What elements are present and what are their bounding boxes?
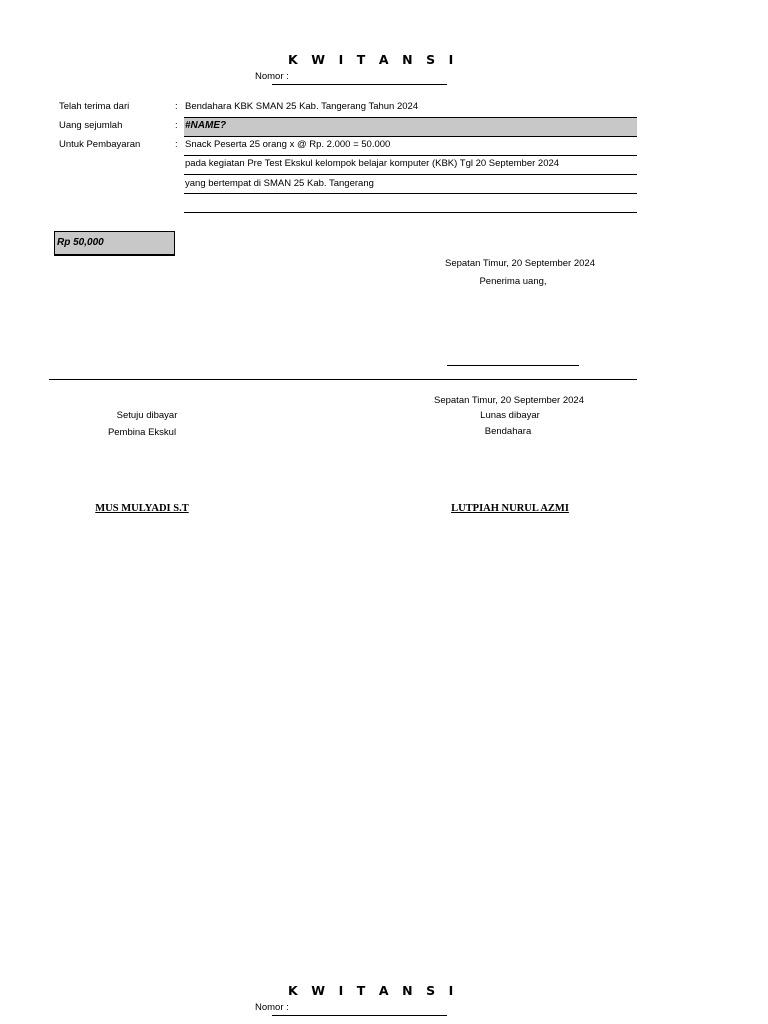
next-nomor-label: Nomor : [255, 1002, 289, 1013]
paid-label: Lunas dibayar [480, 410, 540, 421]
section-divider [49, 379, 637, 380]
amount-bottom-line [184, 136, 637, 137]
total-amount: Rp 50,000 [57, 237, 104, 248]
receipt-place-date: Sepatan Timur, 20 September 2024 [445, 258, 595, 269]
approval-place-date: Sepatan Timur, 20 September 2024 [434, 395, 584, 406]
purpose-line-2-rule [184, 174, 637, 175]
total-amount-box [54, 231, 175, 256]
amount-value: #NAME? [185, 120, 227, 131]
treasurer-title: Bendahara [484, 426, 532, 437]
receiver-signature-line [447, 365, 579, 366]
purpose-blank-rule [184, 212, 637, 213]
purpose-line-2: pada kegiatan Pre Test Ekskul kelompok belajar komputer (KBK) Tgl 20 September 2024 [185, 158, 560, 169]
treasurer-signer-name: LUTPIAH NURUL AZMI [451, 503, 569, 514]
next-nomor-underline [272, 1015, 447, 1016]
advisor-title: Pembina Ekskul [107, 427, 177, 438]
amount-colon: : [175, 120, 178, 131]
amount-label: Uang sejumlah [59, 120, 123, 131]
from-value: Bendahara KBK SMAN 25 Kab. Tangerang Tahun 2024 [185, 101, 419, 112]
amount-shade [184, 117, 637, 136]
amount-top-line [184, 117, 637, 118]
purpose-line-1: Snack Peserta 25 orang x @ Rp. 2.000 = 50.000 [185, 139, 391, 150]
advisor-signer-name: MUS MULYADI S.T [95, 503, 189, 514]
receipt-title: K W I T A N S I [288, 52, 458, 67]
purpose-line-3-rule [184, 193, 637, 194]
purpose-line-3: yang bertempat di SMAN 25 Kab. Tangerang [185, 178, 374, 189]
from-colon: : [175, 101, 178, 112]
purpose-colon: : [175, 139, 178, 150]
approve-label: Setuju dibayar [116, 410, 178, 421]
from-label: Telah terima dari [59, 101, 130, 112]
purpose-line-1-rule [184, 155, 637, 156]
next-receipt-title: K W I T A N S I [288, 983, 458, 998]
nomor-label: Nomor : [255, 71, 289, 82]
purpose-label: Untuk Pembayaran [59, 139, 141, 150]
receiver-label: Penerima uang, [479, 276, 547, 287]
nomor-underline [272, 84, 447, 85]
